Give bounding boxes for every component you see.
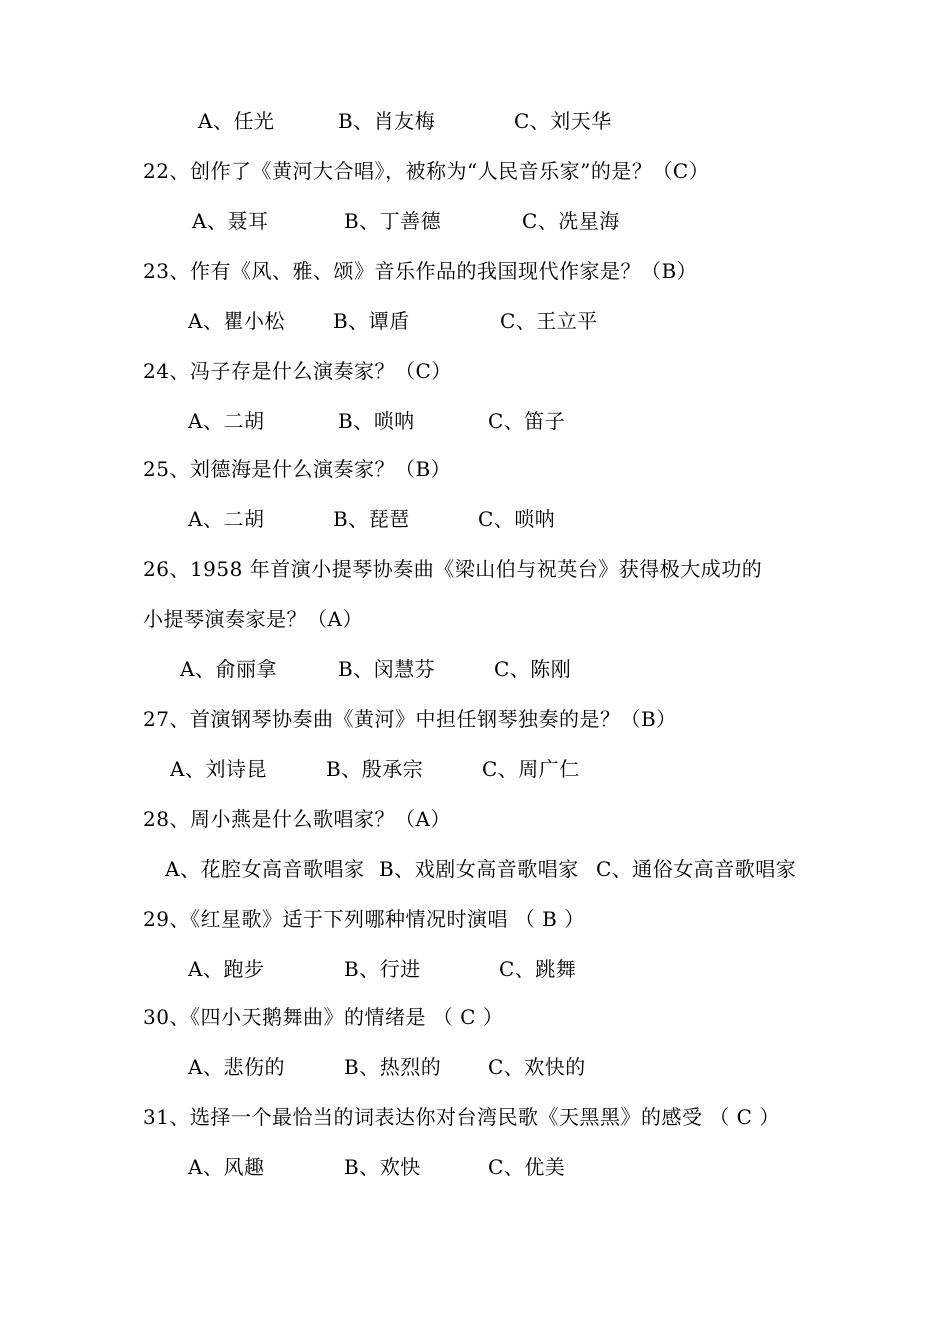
option-b: B、闵慧芬 (338, 657, 436, 681)
option-c: C、跳舞 (499, 957, 577, 981)
option-c: C、王立平 (500, 309, 598, 333)
option-a: A、俞丽拿 (180, 657, 277, 681)
option-a: A、二胡 (188, 507, 265, 531)
option-c: C、欢快的 (488, 1055, 586, 1079)
option-a: A、任光 (198, 109, 275, 133)
option-b: B、戏剧女高音歌唱家 (379, 857, 579, 881)
option-c: C、周广仁 (482, 757, 580, 781)
question-text: 23、作有《风、雅、颂》音乐作品的我国现代作家是？（B） (143, 259, 698, 283)
question-text: 31、选择一个最恰当的词表达你对台湾民歌《天黑黑》的感受 （ C ） (143, 1105, 780, 1129)
option-c: C、笛子 (488, 409, 566, 433)
question-text: 26、1958 年首演小提琴协奏曲《梁山伯与祝英台》获得极大成功的 (143, 557, 763, 581)
question-text: 30、《四小天鹅舞曲》的情绪是 （ C ） (143, 1005, 504, 1029)
question-text: 29、《红星歌》适于下列哪种情况时演唱 （ B ） (143, 907, 585, 931)
question-text: 小提琴演奏家是？（A） (143, 607, 363, 631)
question-text: 25、刘德海是什么演奏家？（B） (143, 457, 452, 481)
option-b: B、热烈的 (344, 1055, 442, 1079)
question-text: 27、首演钢琴协奏曲《黄河》中担任钢琴独奏的是？（B） (143, 707, 677, 731)
option-a: A、瞿小松 (188, 309, 285, 333)
option-b: B、欢快 (344, 1155, 421, 1179)
option-c: C、通俗女高音歌唱家 (596, 857, 797, 881)
option-a: A、刘诗昆 (170, 757, 267, 781)
option-a: A、聂耳 (192, 209, 269, 233)
option-a: A、二胡 (188, 409, 265, 433)
option-c: C、唢呐 (478, 507, 556, 531)
option-b: B、谭盾 (333, 309, 410, 333)
option-b: B、丁善德 (344, 209, 442, 233)
option-b: B、琵琶 (333, 507, 410, 531)
option-a: A、风趣 (188, 1155, 265, 1179)
option-c: C、优美 (488, 1155, 566, 1179)
option-c: C、刘天华 (514, 109, 612, 133)
question-text: 22、创作了《黄河大合唱》，被称为“人民音乐家”的是？（C） (143, 159, 710, 183)
question-text: 28、周小燕是什么歌唱家？（A） (143, 807, 451, 831)
option-c: C、冼星海 (522, 209, 620, 233)
option-b: B、行进 (344, 957, 421, 981)
option-b: B、殷承宗 (326, 757, 424, 781)
option-b: B、肖友梅 (338, 109, 436, 133)
option-a: A、悲伤的 (188, 1055, 285, 1079)
option-a: A、花腔女高音歌唱家 (165, 857, 365, 881)
option-c: C、陈刚 (494, 657, 572, 681)
option-b: B、唢呐 (338, 409, 415, 433)
option-a: A、跑步 (188, 957, 265, 981)
question-text: 24、冯子存是什么演奏家？（C） (143, 359, 452, 383)
